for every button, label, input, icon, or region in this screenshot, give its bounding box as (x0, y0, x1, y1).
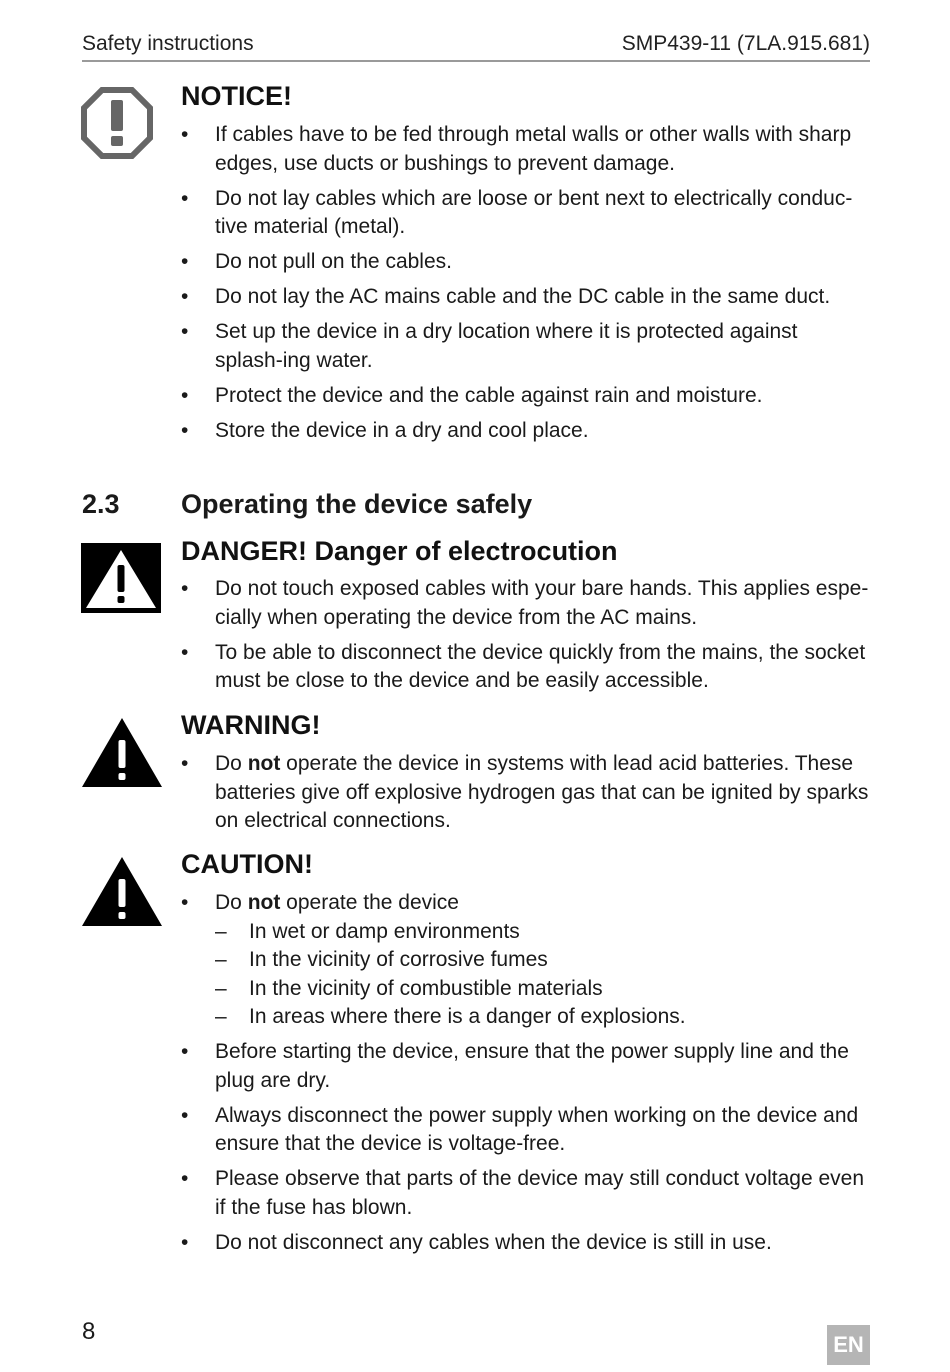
item-text: Before starting the device, ensure that the power supply line and the plug are dry. (215, 1040, 849, 1092)
item-text: Store the device in a dry and cool place. (215, 418, 589, 442)
danger-list (181, 575, 871, 696)
bullet: • (181, 1103, 189, 1127)
item-text: Do (215, 891, 248, 914)
caution-title: CAUTION! (181, 849, 313, 879)
list-item (181, 283, 871, 312)
danger-warning-triangle-icon (81, 543, 161, 613)
item-text: Do not pull on the cables. (215, 250, 452, 273)
notice-list (181, 121, 871, 445)
caution-triangle-icon (81, 855, 163, 927)
item-text: Always disconnect the power supply when working on the device and ensure that the device is voltage-free. (215, 1103, 859, 1155)
item-text: Set up the device in a dry location where it is protected against splash-ing water. (215, 320, 798, 372)
bullet: • (181, 1040, 189, 1063)
item-text: Do (215, 752, 248, 775)
bullet: • (181, 752, 189, 775)
caution-list (181, 889, 871, 1257)
item-text: To be able to disconnect the device quickly from the mains, the socket must be close to the device and be easily accessible. (215, 640, 866, 692)
bullet: • (181, 418, 189, 442)
bullet: • (181, 123, 189, 146)
bullet: • (181, 640, 189, 664)
warning-triangle-icon (81, 716, 163, 788)
item-text: Do not disconnect any cables when the device is still in use. (215, 1230, 772, 1254)
bullet: • (181, 285, 189, 308)
warning-title: WARNING! (181, 710, 321, 740)
item-text: operate the device in systems with lead acid batteries. These batteries give off explosive hydrogen gas that can be ignited by sparks on electrical connections. (215, 752, 869, 832)
list-item (181, 1229, 871, 1258)
dash: – (215, 948, 227, 971)
section-title: Operating the device safely (181, 489, 533, 519)
danger-title: DANGER! Danger of electrocution (181, 536, 618, 566)
item-text: If cables have to be fed through metal walls or other walls with sharp edges, use ducts or bushings to prevent damage. (215, 123, 852, 175)
item-text: Do not lay cables which are loose or bent next to electrically conduc-tive material (metal). (215, 186, 853, 238)
subitem-text: In the vicinity of corrosive fumes (249, 948, 548, 971)
item-text: Please observe that parts of the device may still conduct voltage even if the fuse has blown. (215, 1167, 865, 1219)
caution-sublist (215, 918, 871, 1032)
notice-octagon-icon (81, 87, 153, 159)
list-item (181, 1102, 871, 1159)
sublist-item (215, 1003, 871, 1032)
item-text: Protect the device and the cable against rain and moisture. (215, 383, 763, 407)
list-item (181, 248, 871, 277)
emphasis-text: not (247, 891, 281, 914)
list-item (181, 382, 871, 411)
list-item (181, 1038, 871, 1095)
sublist-item (215, 975, 871, 1004)
bullet: • (181, 320, 189, 343)
list-item (181, 889, 871, 1032)
bullet: • (181, 1167, 189, 1190)
bullet: • (181, 577, 189, 600)
list-item (181, 121, 871, 178)
subitem-text: In areas where there is a danger of explosions. (249, 1005, 686, 1028)
language-tab: EN (827, 1325, 870, 1365)
header-rule (82, 60, 870, 62)
bullet: • (181, 250, 189, 273)
list-item (181, 1165, 871, 1222)
bullet: • (181, 1230, 189, 1254)
list-item (181, 417, 871, 446)
dash: – (215, 976, 227, 1000)
warning-list (181, 750, 871, 836)
sublist-item (215, 946, 871, 975)
item-text: Do not touch exposed cables with your bare hands. This applies espe-cially when operating the device from the AC mains. (215, 577, 869, 629)
bullet: • (181, 186, 189, 210)
subitem-text: In wet or damp environments (249, 919, 520, 943)
section-number: 2.3 (82, 489, 120, 519)
dash: – (215, 919, 227, 943)
bullet: • (181, 891, 189, 914)
running-header-right: SMP439-11 (7LA.915.681) (621, 32, 870, 55)
item-text: Do not lay the AC mains cable and the DC cable in the same duct. (215, 285, 831, 308)
list-item (181, 318, 871, 375)
sublist-item (215, 918, 871, 947)
list-item (181, 750, 871, 836)
emphasis-text: not (247, 752, 281, 775)
running-header-left: Safety instructions (82, 32, 254, 55)
page-number: 8 (82, 1318, 96, 1345)
item-text: operate the device (280, 891, 459, 914)
dash: – (215, 1005, 227, 1028)
list-item (181, 639, 871, 696)
notice-title: NOTICE! (181, 81, 292, 111)
subitem-text: In the vicinity of combustible materials (249, 976, 603, 1000)
list-item (181, 185, 871, 242)
list-item (181, 575, 871, 632)
bullet: • (181, 383, 189, 407)
